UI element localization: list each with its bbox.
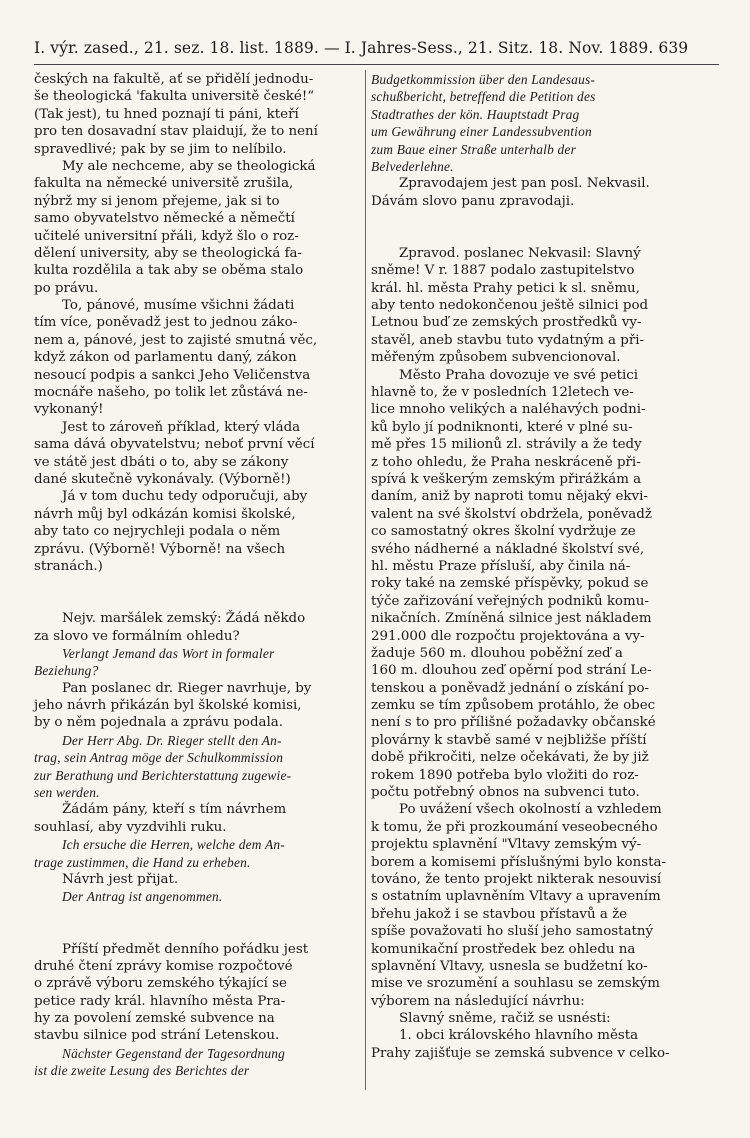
text-line: nesoucí podpis a sankci Jeho Veličenstva — [34, 367, 311, 383]
text-line: nem a, pánové, jest to zajisté smutná věc, — [34, 332, 318, 348]
text-line: Stadtrathes der kön. Hauptstadt Prag — [371, 106, 580, 122]
text-line: zemku se tím způsobem protáhlo, že obec — [371, 698, 656, 714]
text-line: výborem na následující návrhu: — [371, 993, 585, 1009]
text-line: co samostatný okres školní vydržuje ze — [371, 524, 636, 540]
text-line: plovárny k stavbě samé v nejbližše příští — [371, 732, 647, 748]
text-line: kulta rozdělila a tak aby se oběma stalo — [34, 263, 304, 279]
text-line: Já v tom duchu tedy odporučuji, aby — [62, 489, 308, 505]
text-line: sen werden. — [34, 785, 100, 801]
text-line: Žádám pány, kteří s tím návrhem — [62, 802, 287, 818]
blank-line — [34, 923, 360, 940]
text-line: Belvederlehne. — [371, 158, 454, 174]
text-line: českých na fakultě, ať se přidělí jednodu- — [34, 72, 314, 87]
text-line: Nächster Gegenstand der Tagesordnung — [62, 1045, 286, 1061]
text-line: továno, že tento projekt nikterak nesouvisí — [371, 871, 662, 887]
text-line: Pan poslanec dr. Rieger navrhuje, by — [62, 680, 312, 696]
text-line: žaduje 560 m. dlouhou poběžní zeď a — [371, 645, 623, 661]
left-column — [34, 71, 360, 1080]
blank-line — [371, 228, 696, 245]
text-line: souhlasí, aby vyzdvihli ruku. — [34, 819, 227, 835]
blank-line — [34, 906, 360, 923]
text-line: ist die zweite Lesung des Berichtes der — [34, 1063, 250, 1079]
text-line: spívá k veškerým zemským přirážkám a — [371, 471, 642, 487]
text-line: pro ten dosavadní stav plaidují, že to není — [34, 124, 318, 140]
text-line: s ostatním uplavněním Vltavy a upravením — [371, 889, 661, 905]
text-line: dané skutečně vykonávaly. (Výborně!) — [34, 471, 291, 487]
text-line: komunikační prostředek bez ohledu na — [371, 941, 636, 957]
text-line: o zprávě výboru zemského týkající se — [34, 976, 287, 992]
text-line: král. hl. města Prahy petici k sl. sněmu, — [371, 280, 640, 296]
text-line: svého nádherné a nákladné školství své, — [371, 541, 645, 557]
text-line: by o něm pojednala a zprávu podala. — [34, 715, 284, 731]
text-line: dělení university, aby se theologická fa- — [34, 245, 303, 261]
text-line: druhé čtení zprávy komise rozpočtové — [34, 958, 293, 974]
text-line: spravedlivé; pak by se jim to nelíbilo. — [34, 141, 287, 157]
text-line: trage zustimmen, die Hand zu erheben. — [34, 854, 251, 870]
text-line: tenskou a poněvadž jednání o získání po- — [371, 680, 650, 696]
text-line: stavěl, aneb stavbu tuto vydatným a při- — [371, 332, 645, 348]
text-line: době přikročiti, nelze očekávati, že by již — [371, 750, 649, 766]
text-line: Letnou buď ze zemských prostředků vy- — [371, 315, 642, 331]
text-line: Návrh jest přijat. — [62, 871, 179, 887]
text-line: trag, sein Antrag möge der Schulkommission — [34, 750, 284, 766]
text-line: Der Antrag ist angenommen. — [62, 889, 223, 905]
blank-line — [34, 575, 360, 592]
text-line: Budgetkommission über den Landesaus- — [371, 72, 596, 87]
text-line: nikačních. Zmíněná silnice jest nákladem — [371, 611, 652, 627]
text-line: 160 m. dlouhou zeď opěrní pod strání Le- — [371, 663, 652, 679]
text-line: tím více, poněvadž jest to jednou záko- — [34, 315, 298, 331]
text-line: projektu splavnění "Vltavy zemským vý- — [371, 837, 642, 853]
text-line: není s to pro přílišné požadavky občanské — [371, 715, 656, 731]
text-line: Ich ersuche die Herren, welche dem An- — [62, 837, 285, 853]
text-line: břehu jakož i se stavbou přístavů a že — [371, 906, 628, 922]
text-line: měřeným způsobem subvencionoval. — [371, 350, 621, 366]
text-line: Dávám slovo panu zpravodaji. — [371, 193, 575, 209]
text-line: My ale nechceme, aby se theologická — [62, 158, 316, 174]
right-column — [371, 71, 696, 1062]
text-line: rokem 1890 potřeba bylo vložiti do roz- — [371, 767, 639, 783]
text-line: 1. obci královského hlavního města — [399, 1028, 639, 1044]
text-line: Nejv. maršálek zemský: Žádá někdo — [62, 611, 306, 627]
text-line: návrh můj byl odkázán komisi školské, — [34, 506, 296, 522]
text-line: sama dává obyvatelstvu; neboť první věcí — [34, 437, 315, 453]
text-line: Slavný sněme, račiž se usnésti: — [399, 1011, 611, 1027]
text-line: hlavně to, že v posledních 12letech ve- — [371, 385, 634, 401]
text-line: roky také na zemské příspěvky, pokud se — [371, 576, 649, 592]
text-line: Příští předmět denního pořádku jest — [62, 941, 309, 957]
column-divider — [365, 70, 366, 1090]
text-line: Jest to zároveň příklad, který vláda — [62, 419, 301, 435]
text-line: schußbericht, betreffend die Petition des — [371, 89, 596, 105]
text-line: vykonaný! — [34, 402, 104, 418]
text-line: z toho ohledu, že Praha neskráceně při- — [371, 454, 641, 470]
text-line: aby tato co nejrychleji podala o něm — [34, 524, 281, 540]
text-line: aby tento nedokončenou ještě silnici pod — [371, 298, 649, 314]
header-text: I. výr. zased., 21. sez. 18. list. 1889. — I. Jahres-Sess., 21. Sitz. 18. Nov. 1889. 639 — [34, 39, 689, 57]
page-header — [34, 38, 719, 58]
text-line: jeho návrh přikázán byl školské komisi, — [34, 698, 302, 714]
text-line: mise ve srozumění a souhlasu se zemským — [371, 976, 660, 992]
text-line: valent na své školství obdržela, poněvadž — [371, 506, 652, 522]
text-line: hl. městu Praze přísluší, aby činila ná- — [371, 558, 631, 574]
text-line: mě přes 15 milionů zl. strávily a že tedy — [371, 437, 642, 453]
text-line: zprávu. (Výborně! Výborně! na všech — [34, 541, 286, 557]
text-line: Zpravod. poslanec Nekvasil: Slavný — [399, 245, 641, 261]
text-line: zum Baue einer Straße unterhalb der — [371, 141, 576, 157]
text-line: stavbu silnice pod strání Letenskou. — [34, 1028, 280, 1044]
text-line: samo obyvatelstvo německé a němečtí — [34, 211, 295, 227]
text-line: hy za povolení zemské subvence na — [34, 1011, 275, 1027]
text-line: spíše považovati ho sluší jeho samostatný — [371, 924, 654, 940]
text-line: um Gewährung einer Landessubvention — [371, 124, 592, 140]
text-line: splavnění Vltavy, usnesla se budžetní ko- — [371, 958, 648, 974]
text-line: Verlangt Jemand das Wort in formaler — [62, 645, 275, 661]
blank-line — [371, 210, 696, 227]
text-line: lice mnoho velikých a naléhavých podni- — [371, 402, 646, 418]
text-line: učitelé universitní přáli, když šlo o roz- — [34, 228, 299, 244]
text-line: petice rady král. hlavního města Pra- — [34, 993, 286, 1009]
text-line: še theologická 'fakulta universitě české!“ — [34, 89, 315, 105]
text-line: Po uvážení všech okolností a vzhledem — [399, 802, 662, 818]
text-line: Zpravodajem jest pan posl. Nekvasil. — [399, 176, 650, 192]
text-line: týče zařizování veřejných podniků komu- — [371, 593, 649, 609]
header-rule — [34, 64, 719, 65]
text-line: zur Berathung und Berichterstattung zugewie- — [34, 767, 292, 783]
text-line: mocnáře našeho, po tolik let zůstává ne- — [34, 385, 308, 401]
text-line: Prahy zajišťuje se zemská subvence v celko- — [371, 1045, 670, 1061]
text-line: po právu. — [34, 280, 99, 296]
text-line: (Tak jest), tu hned poznají ti páni, kteří — [34, 106, 299, 122]
text-line: sněme! V r. 1887 podalo zastupitelstvo — [371, 263, 635, 279]
text-line: Město Praha dovozuje ve své petici — [399, 367, 639, 383]
text-line: ků bylo jí podniknonti, které v plné su- — [371, 419, 633, 435]
text-line: daním, aniž by naproti tomu nějaký ekvi- — [371, 489, 648, 505]
text-line: za slovo ve formálním ohledu? — [34, 628, 240, 644]
blank-line — [34, 593, 360, 610]
text-line: když zákon od parlamentu daný, zákon — [34, 350, 297, 366]
text-line: fakulta na německé universitě zrušila, — [34, 176, 294, 192]
text-line: To, pánové, musíme všichni žádati — [62, 298, 295, 314]
text-line: 291.000 dle rozpočtu projektována a vy- — [371, 628, 645, 644]
text-line: borem a komisemi příslušnými bylo konsta- — [371, 854, 666, 870]
text-line: nýbrž my si jenom přejeme, jak si to — [34, 193, 280, 209]
text-line: Der Herr Abg. Dr. Rieger stellt den An- — [62, 732, 282, 748]
text-line: počtu potřebný obnos na subvenci tuto. — [371, 785, 640, 801]
text-line: k tomu, že při prozkoumání veseobecného — [371, 819, 658, 835]
text-line: Beziehung? — [34, 663, 99, 679]
text-line: stranách.) — [34, 558, 103, 574]
text-line: ve státě jest dbáti o to, aby se zákony — [34, 454, 289, 470]
